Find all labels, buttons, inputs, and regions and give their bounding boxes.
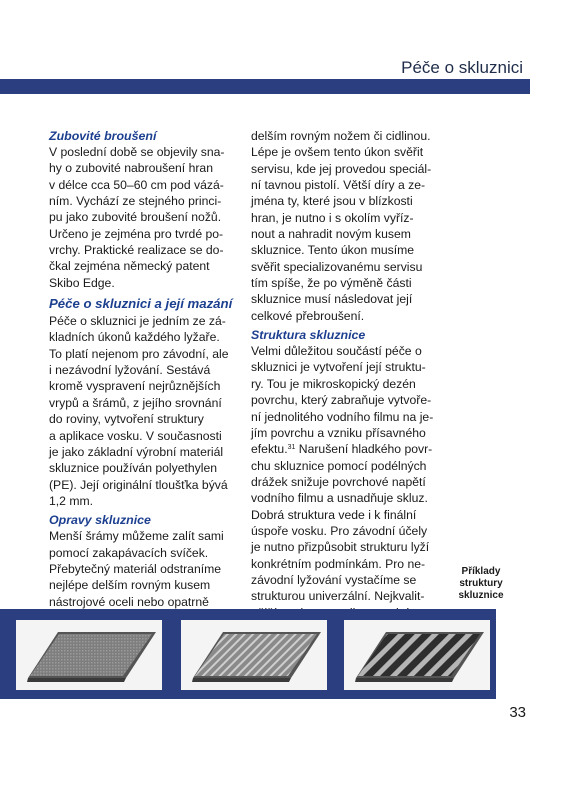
text-line: svěřit specializovanému servisu <box>251 259 423 274</box>
text-line: i nezávodní lyžování. Sestává <box>49 363 211 378</box>
text-line: chu skluznice pomocí podélných <box>251 458 427 473</box>
text-line: (PE). Její originální tloušťka bývá <box>49 477 228 492</box>
text-line: úspoře vosku. Pro závodní účely <box>251 523 428 538</box>
text-line: Menší šrámy můžeme zalít sami <box>49 529 224 544</box>
base-structure-diagonal-icon <box>181 620 327 690</box>
text-line: 1,2 mm. <box>49 493 94 508</box>
text-line: ry. Tou je mikroskopický dezén <box>251 376 416 391</box>
footnote-marker: 31 <box>287 444 296 452</box>
text-line: vrchy. Praktické realizace se do- <box>49 243 224 258</box>
text-line: ním. Vychází ze stejného princi- <box>49 194 222 209</box>
page-header-title: Péče o skluznici <box>401 58 523 77</box>
text-line: do roviny, vytvoření struktury <box>49 412 204 427</box>
text-line: skluznice musí následovat její <box>251 292 413 307</box>
text-column-left <box>49 128 245 610</box>
text-line: nejlépe delším rovným kusem <box>49 578 211 593</box>
header-blue-band <box>0 79 530 94</box>
section-heading-opravy: Opravy skluznice <box>49 513 151 528</box>
caption-line: skluznice <box>458 590 504 601</box>
text-line: hy o zubovité nabroušení hran <box>49 161 213 176</box>
text-line: delším rovným nožem či cidlinou. <box>251 129 431 143</box>
text-line: pomocí zakapávacích svíček. <box>49 545 209 560</box>
text-line: vrypů a šrámů, z jejího srovnání <box>49 395 222 410</box>
text-line: kladních úkonů každého lyžaře. <box>49 330 220 345</box>
page-number: 33 <box>509 704 526 721</box>
text-line: hran, je nutno i s okolím vyříz- <box>251 210 414 225</box>
text-line: strukturou univerzální. Nejkvalit- <box>251 589 425 604</box>
text-line: závodní lyžování vystačíme se <box>251 572 417 587</box>
text-line: skluznice. Tento úkon musíme <box>251 243 415 258</box>
text-line: ní tavnou pistolí. Větší díry a ze- <box>251 178 426 193</box>
text-line: nout a nahradit novým kusem <box>251 227 411 242</box>
text-line: Skibo Edge. <box>49 275 115 290</box>
section-heading-zubovite: Zubovité broušení <box>49 129 157 143</box>
text-line: a aplikace vosku. V současnosti <box>49 428 222 443</box>
text-line: Dobrá struktura vede i k finální <box>251 507 417 522</box>
text-line: celkové přebroušení. <box>251 308 365 323</box>
text-line: servisu, kde jej provedou speciál- <box>251 161 432 176</box>
text-line: nástrojové oceli nebo opatrně <box>49 594 209 609</box>
text-line: skluznici je vytvoření její struktu- <box>251 360 426 375</box>
text-line: tím spíše, že po výměně části <box>251 276 412 291</box>
text-line: Lépe je ovšem tento úkon svěřit <box>251 145 424 160</box>
section-heading-pece: Péče o skluznici a její mazání <box>49 296 233 312</box>
text-line: jím povrchu a vzniku přísavného <box>251 425 426 440</box>
text-line: povrchu, který zabraňuje vytvoře- <box>251 393 432 408</box>
text-column-right <box>251 128 451 621</box>
text-line: ní jednolitého vodního filmu na je- <box>251 409 434 424</box>
text-line: vodního filmu a usnadňuje skluz. <box>251 491 428 506</box>
text-line: V poslední době se objevily sna- <box>49 145 225 159</box>
text-line: Přebytečný materiál odstraníme <box>49 561 222 576</box>
efekt-rest: Narušení hladkého povr- <box>295 442 433 457</box>
caption-line: Příklady <box>461 566 501 577</box>
text-line: je nutno přizpůsobit strukturu lyží <box>251 540 430 555</box>
base-structure-fine-icon <box>16 620 162 690</box>
text-line: čkal zejména německý patent <box>49 259 210 274</box>
text-line: je jako základní výrobní materiál <box>49 444 224 459</box>
text-line-with-footnote <box>251 441 451 457</box>
section-heading-struktura: Struktura skluznice <box>251 328 366 343</box>
text-line: pu jako zubovité broušení nožů. <box>49 210 222 225</box>
caption-line: struktury <box>459 578 503 589</box>
text-line: Péče o skluznici je jedním ze zá- <box>49 314 226 329</box>
efekt-text: efektu. <box>251 442 288 457</box>
text-line: To platí nejenom pro závodní, ale <box>49 346 229 361</box>
text-line: kromě vyspravení nejrůznějších <box>49 379 221 394</box>
text-line: v délce cca 50–60 cm pod vázá- <box>49 177 224 192</box>
text-line: Určeno je zejména pro tvrdé po- <box>49 226 224 241</box>
text-line: konkrétním podmínkám. Pro ne- <box>251 556 426 571</box>
base-structure-coarse-icon <box>344 620 490 690</box>
text-line: drážek snižuje povrchové napětí <box>251 474 426 489</box>
text-line: jména ty, které jsou v blízkosti <box>251 194 413 209</box>
figure-caption <box>451 566 511 602</box>
text-line: Velmi důležitou součástí péče o <box>251 344 422 359</box>
text-line: skluznice používán polyethylen <box>49 461 218 476</box>
